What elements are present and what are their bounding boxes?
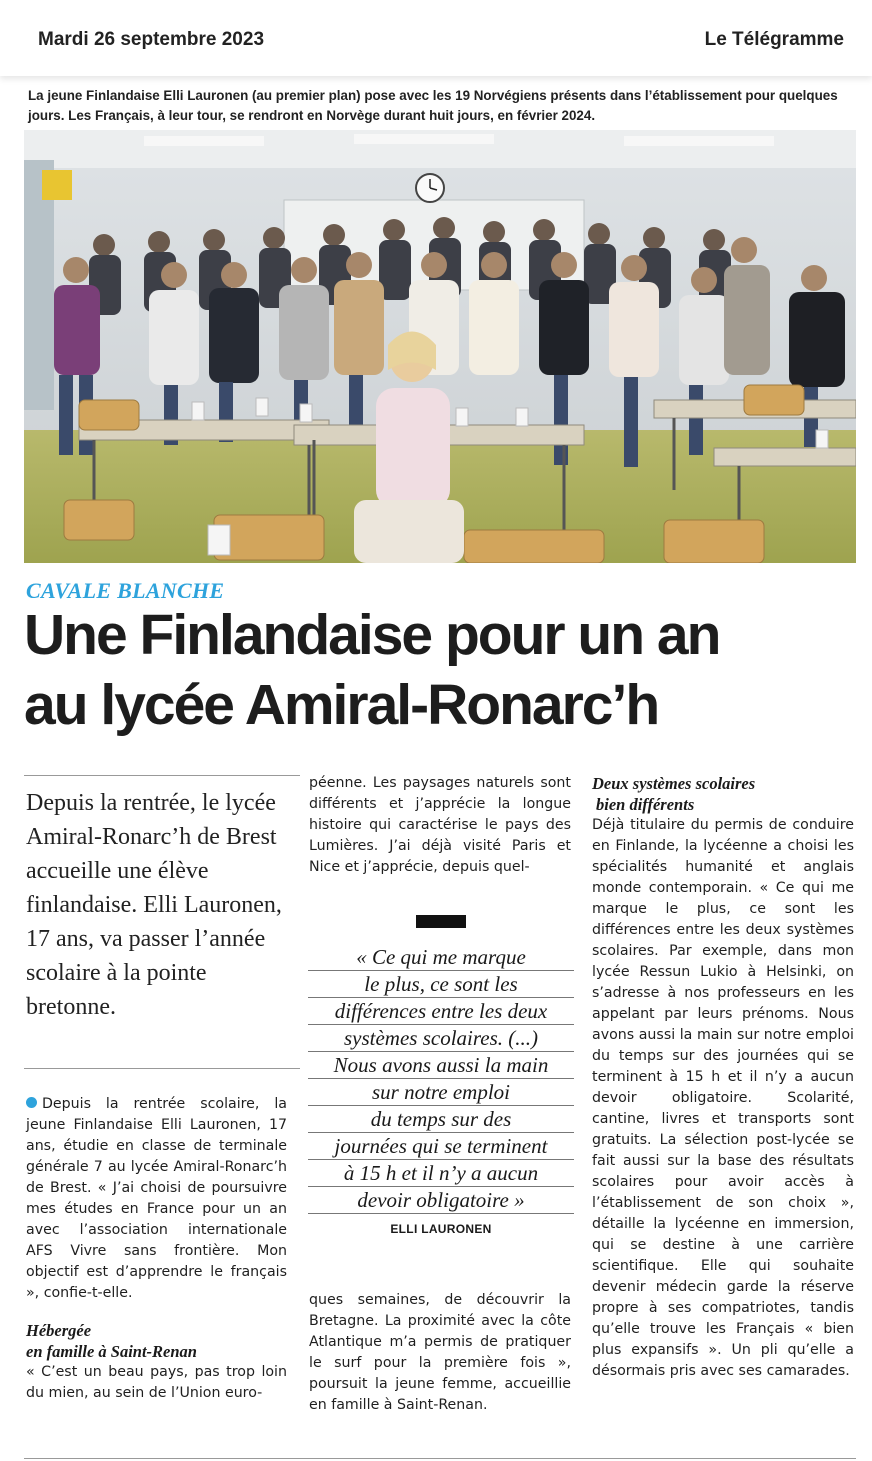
quote-line: du temps sur des	[308, 1106, 574, 1133]
pull-quote	[308, 944, 574, 1236]
bullet-dot-icon	[26, 1097, 37, 1108]
body-paragraph-2: « C’est un beau pays, pas trop loin du mien, au sein de l’Union euro-	[26, 1364, 287, 1401]
column-3	[592, 773, 854, 1382]
subheading-2-line-1: Deux systèmes scolaires	[592, 774, 756, 793]
column-2-bottom	[309, 1290, 571, 1416]
photo-caption: La jeune Finlandaise Elli Lauronen (au premier plan) pose avec les 19 Norvégiens présents dans l’établissement pour quelques jours. Les Français, à leur tour, se rendront en Norvège durant huit jours, en février 2024.	[28, 88, 838, 123]
publication-date: Mardi 26 septembre 2023	[38, 29, 265, 50]
column-2-top	[309, 773, 571, 878]
section-kicker: CAVALE BLANCHE	[26, 578, 225, 603]
quote-line: le plus, ce sont les	[308, 971, 574, 998]
body-paragraph-4: ques semaines, de découvrir la Bretagne. La proximité avec la côte Atlantique m’a permis de pratiquer le surf pour la première fois », poursuit la jeune femme, accueillie en famille à Saint-Renan.	[309, 1292, 571, 1413]
quote-bar	[416, 915, 466, 928]
subheading-1-line-2: en famille à Saint-Renan	[26, 1342, 197, 1361]
quote-line: devoir obligatoire »	[308, 1187, 574, 1214]
lead-bottom-rule	[24, 1068, 300, 1069]
quote-line: « Ce qui me marque	[308, 944, 574, 971]
column-1	[26, 1094, 287, 1404]
article-lead: Depuis la rentrée, le lycée Amiral-Ronarc’h de Brest accueille une élève finlandaise. Elli Lauronen, 17 ans, va passer l’année scolaire à la pointe bretonne.	[26, 790, 282, 1020]
quote-author: ELLI LAURONEN	[390, 1222, 492, 1236]
quote-line: systèmes scolaires. (...)	[308, 1025, 574, 1052]
quote-line: sur notre emploi	[308, 1079, 574, 1106]
quote-line: journées qui se terminent	[308, 1133, 574, 1160]
subheading-deux-systemes	[592, 773, 854, 815]
quote-line: différences entre les deux	[308, 998, 574, 1025]
body-paragraph-1: Depuis la rentrée scolaire, la jeune Finlandaise Elli Lauronen, 17 ans, étudie en classe de terminale générale 7 au lycée Amiral-Ronarc’h de Brest. « J’ai choisi de poursuivre mes études en France pour un an avec l’association internationale AFS Vivre sans frontière. Mon objectif est d’apprendre le français », confie-t-elle.	[26, 1096, 287, 1301]
newspaper-name: Le Télégramme	[704, 29, 844, 50]
body-paragraph-3: péenne. Les paysages naturels sont différents et j’apprécie la longue histoire qui caractérise le pays des Lumières. J’ai déjà visité Paris et Nice et j’apprécie, depuis quel-	[309, 775, 571, 875]
subheading-hebergee	[26, 1320, 287, 1362]
subheading-2-line-2: bien différents	[596, 795, 695, 814]
headline-line-2: au lycée Amiral-Ronarc’h	[24, 673, 659, 737]
quote-line: Nous avons aussi la main	[308, 1052, 574, 1079]
page-header	[0, 0, 872, 76]
subheading-1-line-1: Hébergée	[26, 1321, 92, 1340]
article-headline	[24, 600, 864, 740]
class-group-photo	[24, 130, 856, 563]
headline-line-1: Une Finlandaise pour un an	[24, 603, 720, 667]
quote-line: à 15 h et il n’y a aucun	[308, 1160, 574, 1187]
body-paragraph-5: Déjà titulaire du permis de conduire en Finlande, la lycéenne a choisi les spécialités humanité et anglais monde contemporain. « Ce qui me marque le plus, ce sont les différences entre les deux systèmes scolaires. Par exemple, dans mon lycée Ressun Lukio à Helsinki, on s’adresse à nos professeurs en les appelant par leurs prénoms. Nous avons aussi la main sur notre emploi du temps sur des journées qui se terminent à 15 h et il n’y a aucun devoir obligatoire. Scolarité, cantine, livres et transports sont gratuits. La sélection post-lycée se fait aussi sur la base des résultats scolaires pour avoir accès à l’établissement de son choix », détaille la lycéenne en immersion, qui se destine à une carrière scientifique. Elle qui souhaite devenir médecin garde la réserve propre à ses compatriotes, tandis qu’elle trouve les Français « bien plus expansifs ». Un pli qu’elle a désormais pris avec ses camarades.	[592, 817, 854, 1379]
page-bottom-rule	[24, 1458, 856, 1459]
lead-top-rule	[24, 775, 300, 776]
